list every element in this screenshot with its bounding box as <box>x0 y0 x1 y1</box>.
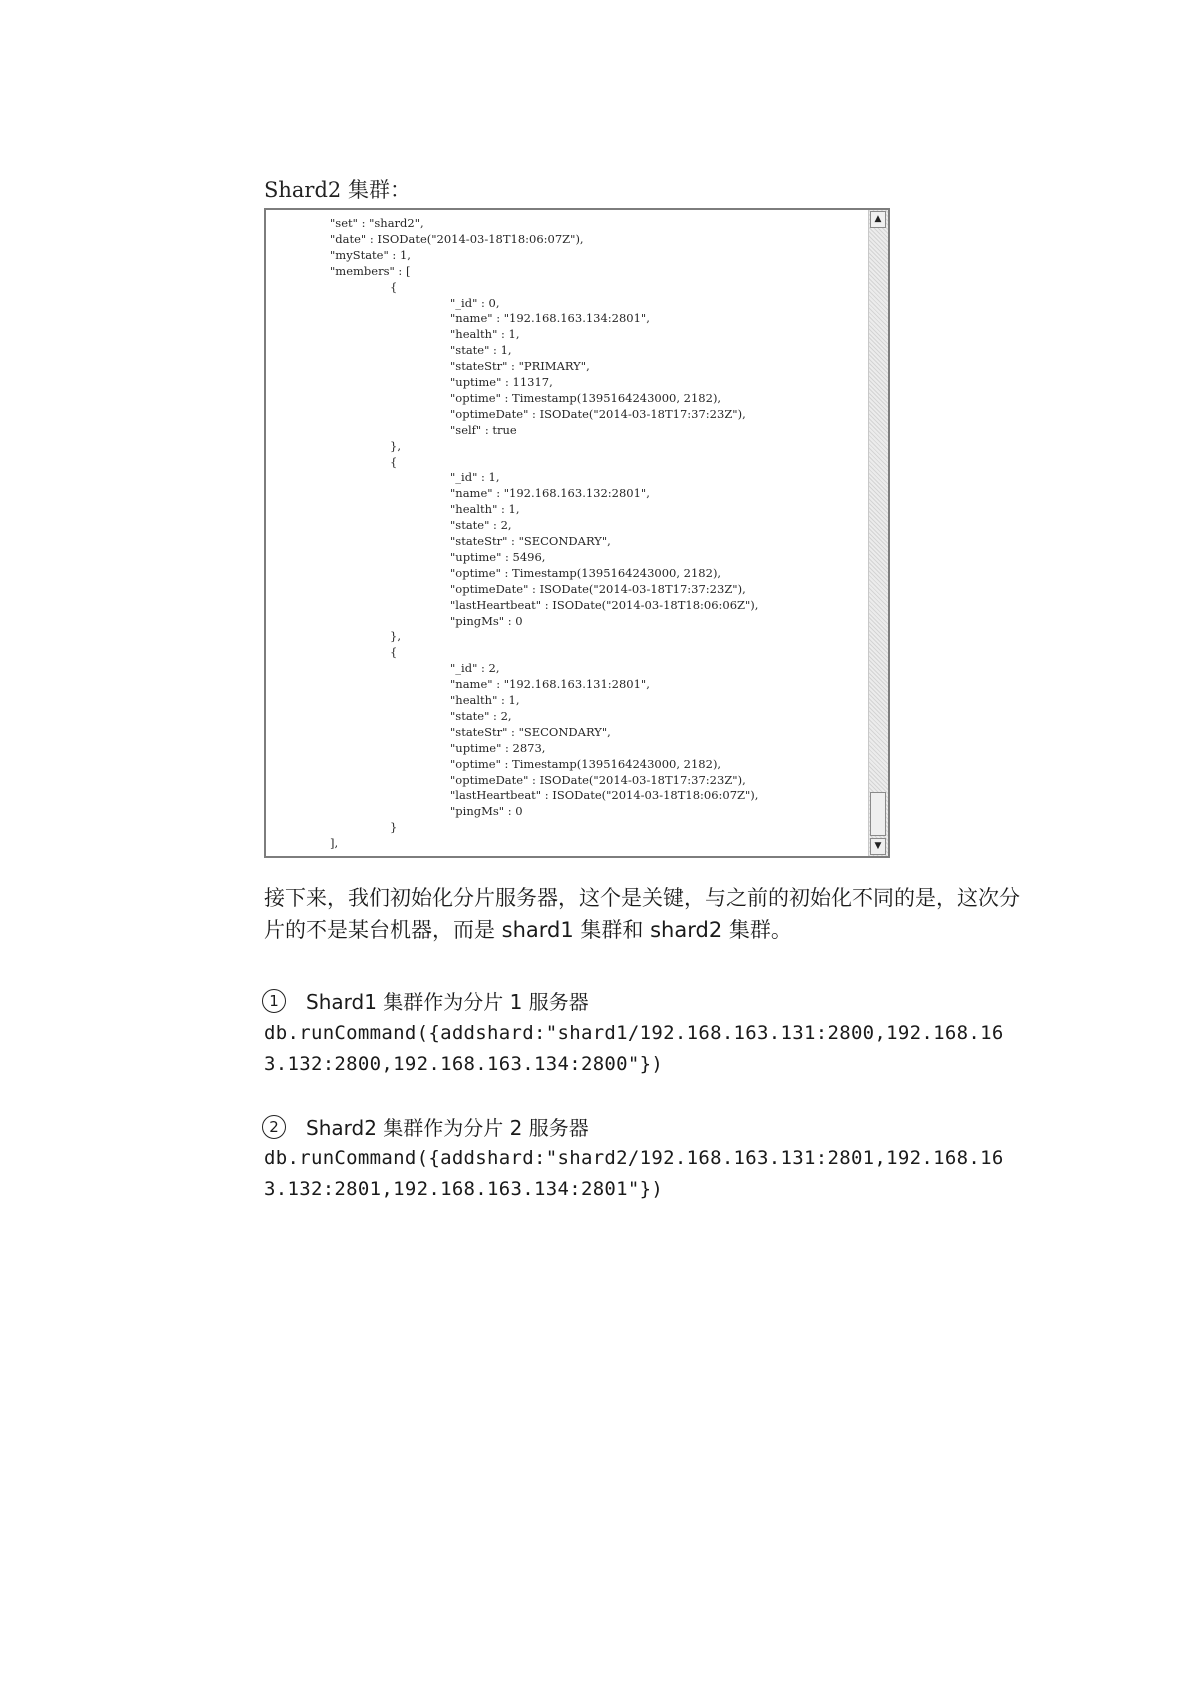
code-line: "state" : 2, <box>450 708 512 723</box>
code-line: "uptime" : 11317, <box>450 375 553 389</box>
code-line: "members" : [ <box>330 263 411 278</box>
code-line: "health" : 1, <box>450 502 520 517</box>
code-line: "state" : 2, <box>450 518 512 533</box>
code-line: "optimeDate" : ISODate("2014-03-18T17:37:23Z"), <box>450 581 746 596</box>
step-1-title-text: Shard1 集群作为分片 1 服务器 <box>306 990 589 1014</box>
code-line: "state" : 1, <box>450 343 512 358</box>
code-line: "stateStr" : "SECONDARY", <box>450 724 611 739</box>
code-line: "myState" : 1, <box>330 247 411 262</box>
code-line: "set" : "shard2", <box>330 216 424 230</box>
code-line: "_id" : 2, <box>450 661 500 676</box>
scroll-up-arrow-icon[interactable]: ▲ <box>870 211 886 228</box>
code-line: "optime" : Timestamp(1395164243000, 2182), <box>450 390 722 405</box>
code-line: "lastHeartbeat" : ISODate("2014-03-18T18:06:07Z"), <box>450 788 759 803</box>
code-line: "optimeDate" : ISODate("2014-03-18T17:37:23Z"), <box>450 406 746 421</box>
step-2-title <box>262 1112 589 1141</box>
code-area <box>266 210 866 856</box>
code-line: "name" : "192.168.163.134:2801", <box>450 311 650 326</box>
code-line: "date" : ISODate("2014-03-18T18:06:07Z"), <box>330 231 584 246</box>
code-line: "uptime" : 5496, <box>450 549 546 564</box>
code-line: "uptime" : 2873, <box>450 740 546 755</box>
code-line: "lastHeartbeat" : ISODate("2014-03-18T18:06:06Z"), <box>450 597 759 612</box>
step-1-title <box>262 986 589 1015</box>
vertical-scrollbar[interactable] <box>868 210 888 856</box>
section-heading: Shard2 集群： <box>264 178 411 202</box>
code-line: "_id" : 1, <box>450 470 500 485</box>
code-line: "name" : "192.168.163.132:2801", <box>450 486 650 501</box>
code-screenshot-window <box>264 208 890 858</box>
code-line: { <box>390 645 398 660</box>
code-line: }, <box>390 629 401 644</box>
step-2-command: db.runCommand({addshard:"shard2/192.168.163.131:2801,192.168.163.132:2801,192.168.163.134:2801"}) <box>264 1147 1004 1200</box>
code-line: ], <box>330 836 339 851</box>
code-line: }, <box>390 438 401 453</box>
code-line: { <box>390 454 398 469</box>
code-line: "pingMs" : 0 <box>450 804 523 819</box>
code-line: "optime" : Timestamp(1395164243000, 2182), <box>450 756 722 771</box>
code-line: "pingMs" : 0 <box>450 613 523 628</box>
code-line: "health" : 1, <box>450 327 520 342</box>
code-line: "self" : true <box>450 422 517 437</box>
code-line: "_id" : 0, <box>450 295 500 310</box>
step-1-command: db.runCommand({addshard:"shard1/192.168.163.131:2800,192.168.163.132:2800,192.168.163.134:2800"}) <box>264 1022 1004 1075</box>
code-line: "health" : 1, <box>450 693 520 707</box>
scrollbar-thumb[interactable] <box>870 792 886 836</box>
code-line: "name" : "192.168.163.131:2801", <box>450 677 650 692</box>
step-2-title-text: Shard2 集群作为分片 2 服务器 <box>306 1116 589 1140</box>
code-line: } <box>390 820 398 835</box>
step-number-1: 1 <box>262 989 286 1013</box>
code-line: "stateStr" : "SECONDARY", <box>450 534 611 548</box>
code-line: "optimeDate" : ISODate("2014-03-18T17:37:23Z"), <box>450 772 746 787</box>
intro-paragraph: 接下来，我们初始化分片服务器，这个是关键，与之前的初始化不同的是，这次分片的不是某台机器，而是 shard1 集群和 shard2 集群。 <box>264 886 1020 942</box>
step-number-2: 2 <box>262 1115 286 1139</box>
code-line: { <box>390 279 398 294</box>
code-line: "stateStr" : "PRIMARY", <box>450 359 590 374</box>
scroll-down-arrow-icon[interactable]: ▼ <box>870 838 886 855</box>
code-line: "optime" : Timestamp(1395164243000, 2182), <box>450 565 722 580</box>
